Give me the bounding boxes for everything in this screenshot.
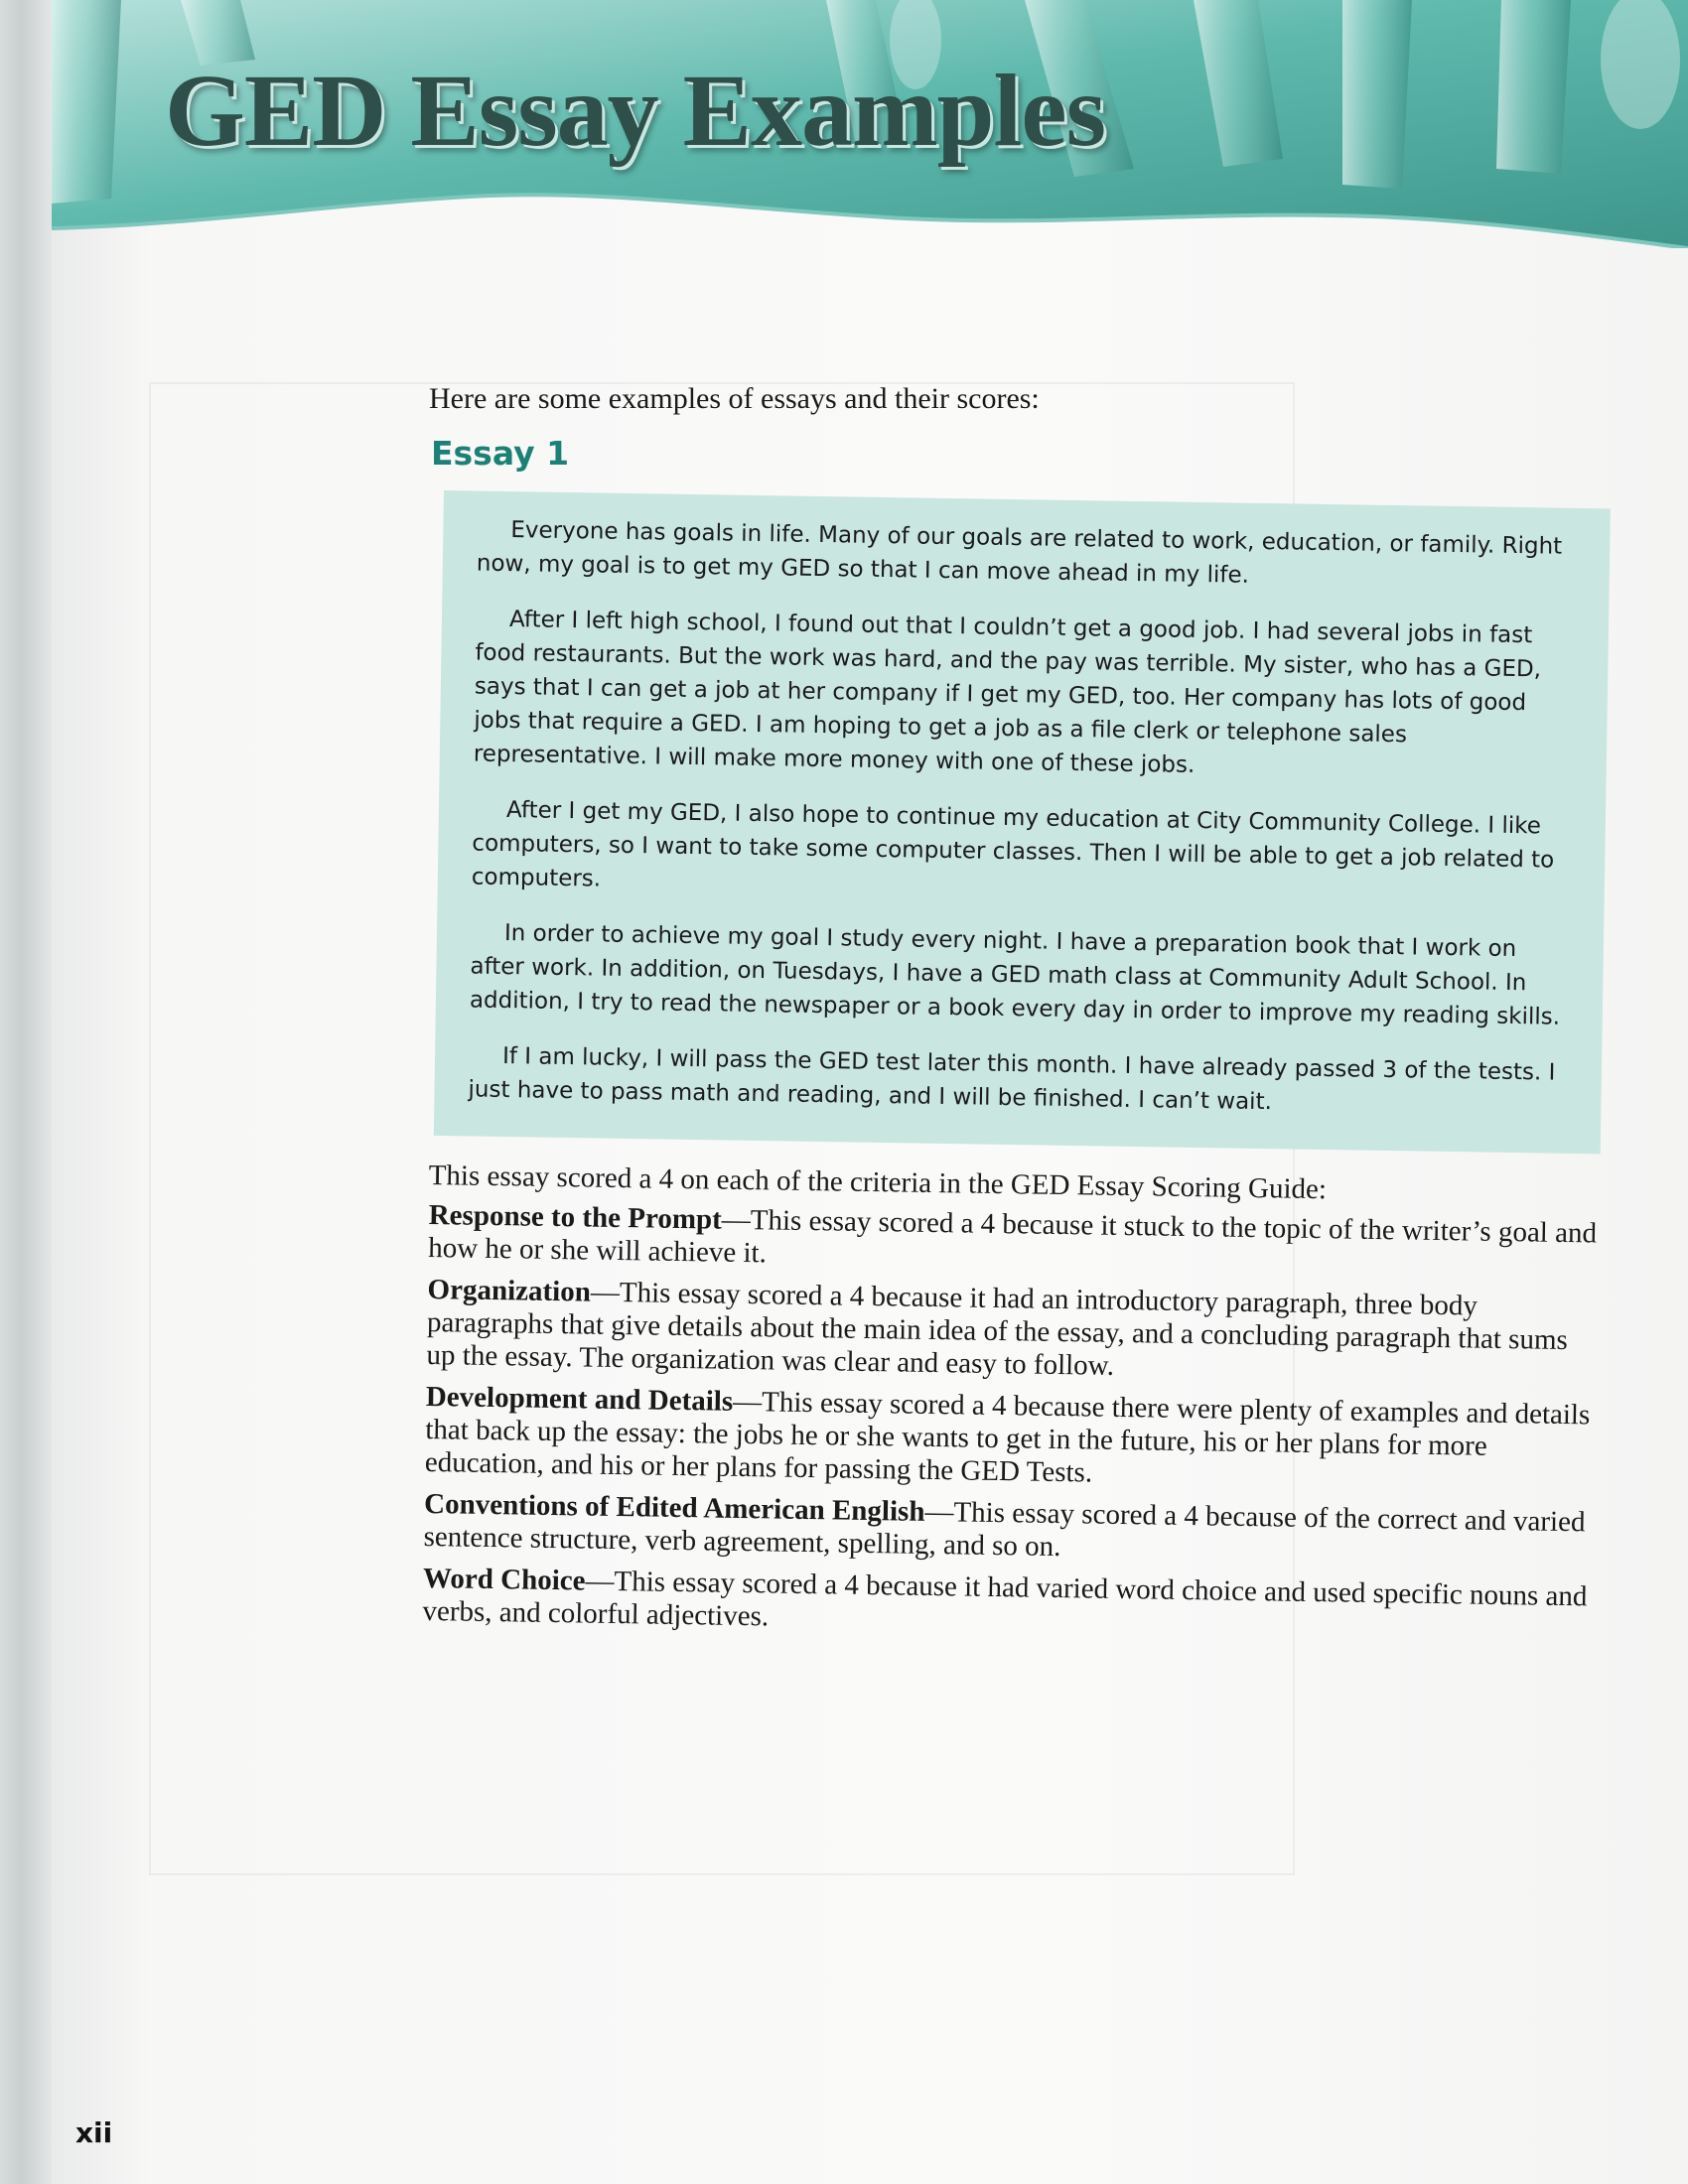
page-edge [0, 0, 52, 2184]
essay-box [434, 490, 1611, 1154]
score-summary: This essay scored a 4 on each of the criteria in the GED Essay Scoring Guide: [428, 1159, 1328, 1206]
criterion-term: Word Choice [422, 1562, 586, 1597]
criterion-text: —This essay scored a 4 because it stuck to the topic of the writer’s goal and how he or she will achieve it. [427, 1203, 1598, 1270]
criteria-list [422, 1199, 1601, 1646]
essay-paragraph: After I left high school, I found out that I couldn’t get a good job. I had several jobs in fast food restaurants. But the work was hard, and the pay was terrible. My sister, who has a GED, says that I can get a job at her company if I get my GED, too. Her company has lots of good jobs that require a GED. I am hoping to get a job as a file clerk or telephone sales representative. I will make more money with one of these jobs. [473, 607, 1542, 778]
criterion-item [422, 1563, 1595, 1647]
intro-text: Here are some examples of essays and their scores: [429, 382, 1040, 415]
criterion-text: —This essay scored a 4 because of the correct and varied sentence structure, verb agreement, spelling, and so on. [423, 1495, 1586, 1564]
essay-paragraph: After I get my GED, I also hope to continue my education at City Community College. I like computers, so I want to take some computer classes. Then I will be able to get a job related to computers. [471, 797, 1555, 892]
criterion-text: —This essay scored a 4 because there were plenty of examples and details that back up the essay: the jobs he or she wants to get in the future, his or her plans for more education, and his or her plans for passing the GED Tests. [424, 1385, 1591, 1489]
main-content [422, 380, 1601, 1637]
essay-heading: Essay 1 [431, 434, 570, 473]
criterion-term: Response to the Prompt [428, 1199, 723, 1236]
criterion-term: Conventions of Edited American English [423, 1487, 925, 1528]
criterion-item [423, 1488, 1596, 1572]
criterion-item [426, 1274, 1599, 1391]
page-number: xii [75, 2116, 113, 2149]
criterion-term: Organization [427, 1273, 592, 1308]
header-banner [52, 0, 1688, 248]
criterion-item [425, 1381, 1598, 1498]
criterion-text: —This essay scored a 4 because it had varied word choice and used specific nouns and verbs, and colorful adjectives. [422, 1565, 1588, 1633]
essay-paragraph: In order to achieve my goal I study every night. I have a preparation book that I work on after work. In addition, on Tuesdays, I have a GED math class at Community Adult School. In addition, I try to read the newspaper or a book every day in order to improve my reading skills. [469, 920, 1561, 1030]
criterion-text: —This essay scored a 4 because it had an introductory paragraph, three body paragraphs that give details about the main idea of the essay, and a concluding paragraph that sums up the essay. The organization was clear and easy to follow. [426, 1276, 1569, 1382]
essay-paragraph: If I am lucky, I will pass the GED test later this month. I have already passed 3 of the tests. I just have to pass math and reading, and I will be finished. I can’t wait. [468, 1042, 1556, 1116]
criterion-item [428, 1199, 1601, 1284]
criterion-term: Development and Details [425, 1380, 734, 1418]
page-title: GED Essay Examples [165, 54, 1106, 168]
essay-paragraph: Everyone has goals in life. Many of our goals are related to work, education, or family. Right now, my goal is to get my GED so that I can move ahead in my life. [476, 517, 1563, 589]
